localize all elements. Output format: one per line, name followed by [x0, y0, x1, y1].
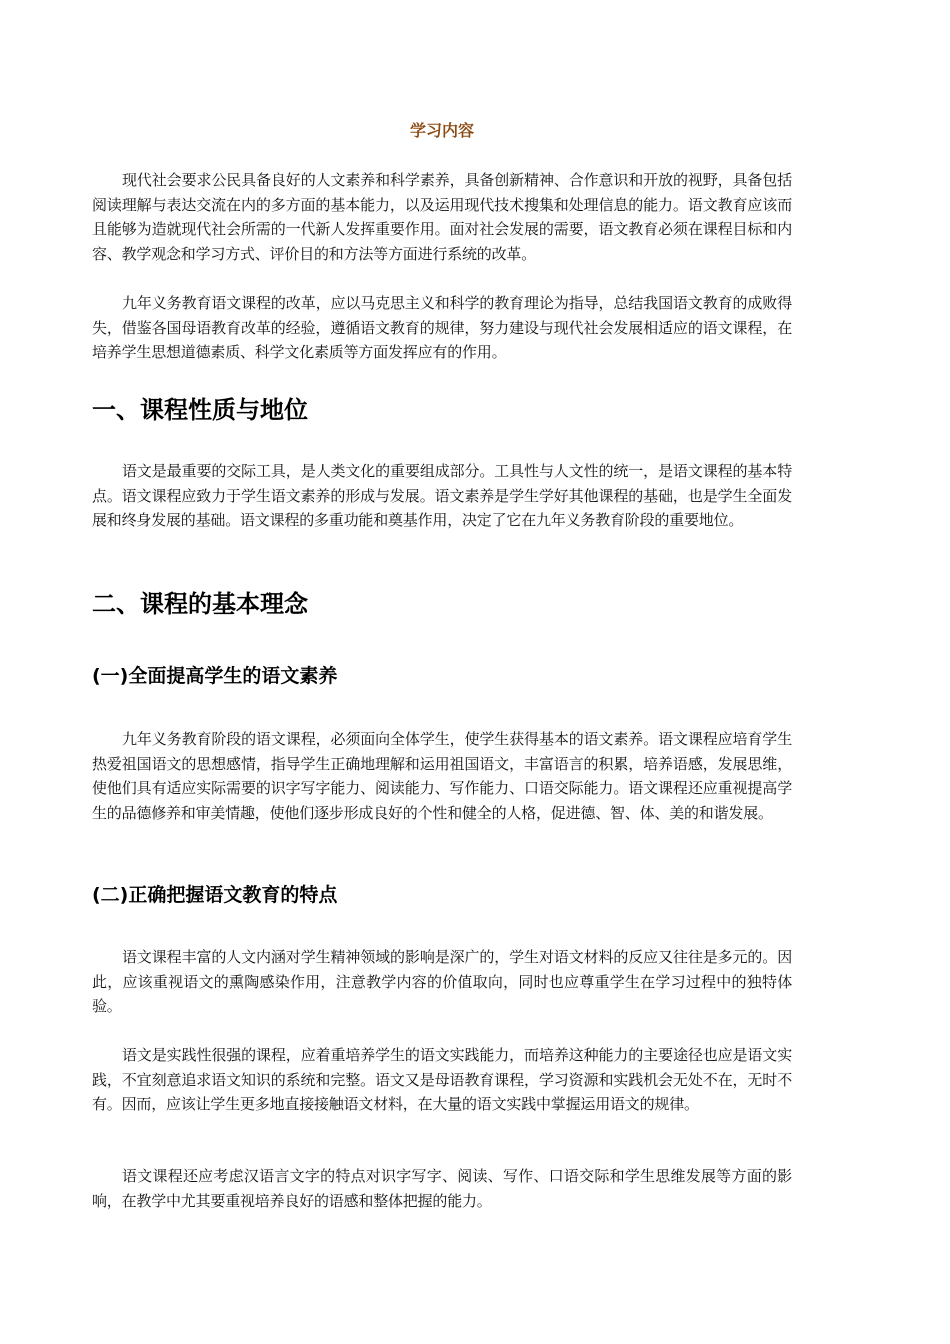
- sub2-paragraph-2: 语文是实践性很强的课程，应着重培养学生的语文实践能力，而培养这种能力的主要途径也应是语文实践，不宜刻意追求语文知识的系统和完整。语文又是母语教育课程，学习资源和实践机会无处不在，无时不有。因而，应该让学生更多地直接接触语文材料，在大量的语文实践中掌握运用语文的规律。: [92, 1046, 792, 1113]
- sub2-paragraph-1: 语文课程丰富的人文内涵对学生精神领域的影响是深广的，学生对语文材料的反应又往往是多元的。因此，应该重视语文的熏陶感染作用，注意教学内容的价值取向，同时也应尊重学生在学习过程中的独特体验。: [92, 948, 792, 1015]
- section-heading-1: 一、课程性质与地位: [92, 396, 308, 424]
- sub2-paragraph-3: 语文课程还应考虑汉语言文字的特点对识字写字、阅读、写作、口语交际和学生思维发展等方面的影响，在教学中尤其要重视培养良好的语感和整体把握的能力。: [92, 1167, 792, 1210]
- subsection-heading-1: (一)全面提高学生的语文素养: [92, 665, 338, 687]
- sub1-paragraph-1: 九年义务教育阶段的语文课程，必须面向全体学生，使学生获得基本的语文素养。语文课程应培育学生热爱祖国语文的思想感情，指导学生正确地理解和运用祖国语文，丰富语言的积累，培养语感，发展思维，使他们具有适应实际需要的识字写字能力、阅读能力、写作能力、口语交际能力。语文课程还应重视提高学生的品德修养和审美情趣，使他们逐步形成良好的个性和健全的人格，促进德、智、体、美的和谐发展。: [92, 730, 792, 822]
- subsection-heading-2: (二)正确把握语文教育的特点: [92, 884, 338, 906]
- intro-paragraph-2: 九年义务教育语文课程的改革，应以马克思主义和科学的教育理论为指导，总结我国语文教育的成败得失，借鉴各国母语教育改革的经验，遵循语文教育的规律，努力建设与现代社会发展相适应的语文课程，在培养学生思想道德素质、科学文化素质等方面发挥应有的作用。: [92, 294, 792, 361]
- page-title: 学习内容: [409, 121, 474, 140]
- section-heading-2: 二、课程的基本理念: [92, 590, 308, 618]
- section1-paragraph-1: 语文是最重要的交际工具，是人类文化的重要组成部分。工具性与人文性的统一，是语文课程的基本特点。语文课程应致力于学生语文素养的形成与发展。语文素养是学生学好其他课程的基础，也是学生全面发展和终身发展的基础。语文课程的多重功能和奠基作用，决定了它在九年义务教育阶段的重要地位。: [92, 462, 792, 529]
- intro-paragraph-1: 现代社会要求公民具备良好的人文素养和科学素养，具备创新精神、合作意识和开放的视野，具备包括阅读理解与表达交流在内的多方面的基本能力，以及运用现代技术搜集和处理信息的能力。语文教育应该而且能够为造就现代社会所需的一代新人发挥重要作用。面对社会发展的需要，语文教育必须在课程目标和内容、教学观念和学习方式、评价目的和方法等方面进行系统的改革。: [92, 171, 792, 263]
